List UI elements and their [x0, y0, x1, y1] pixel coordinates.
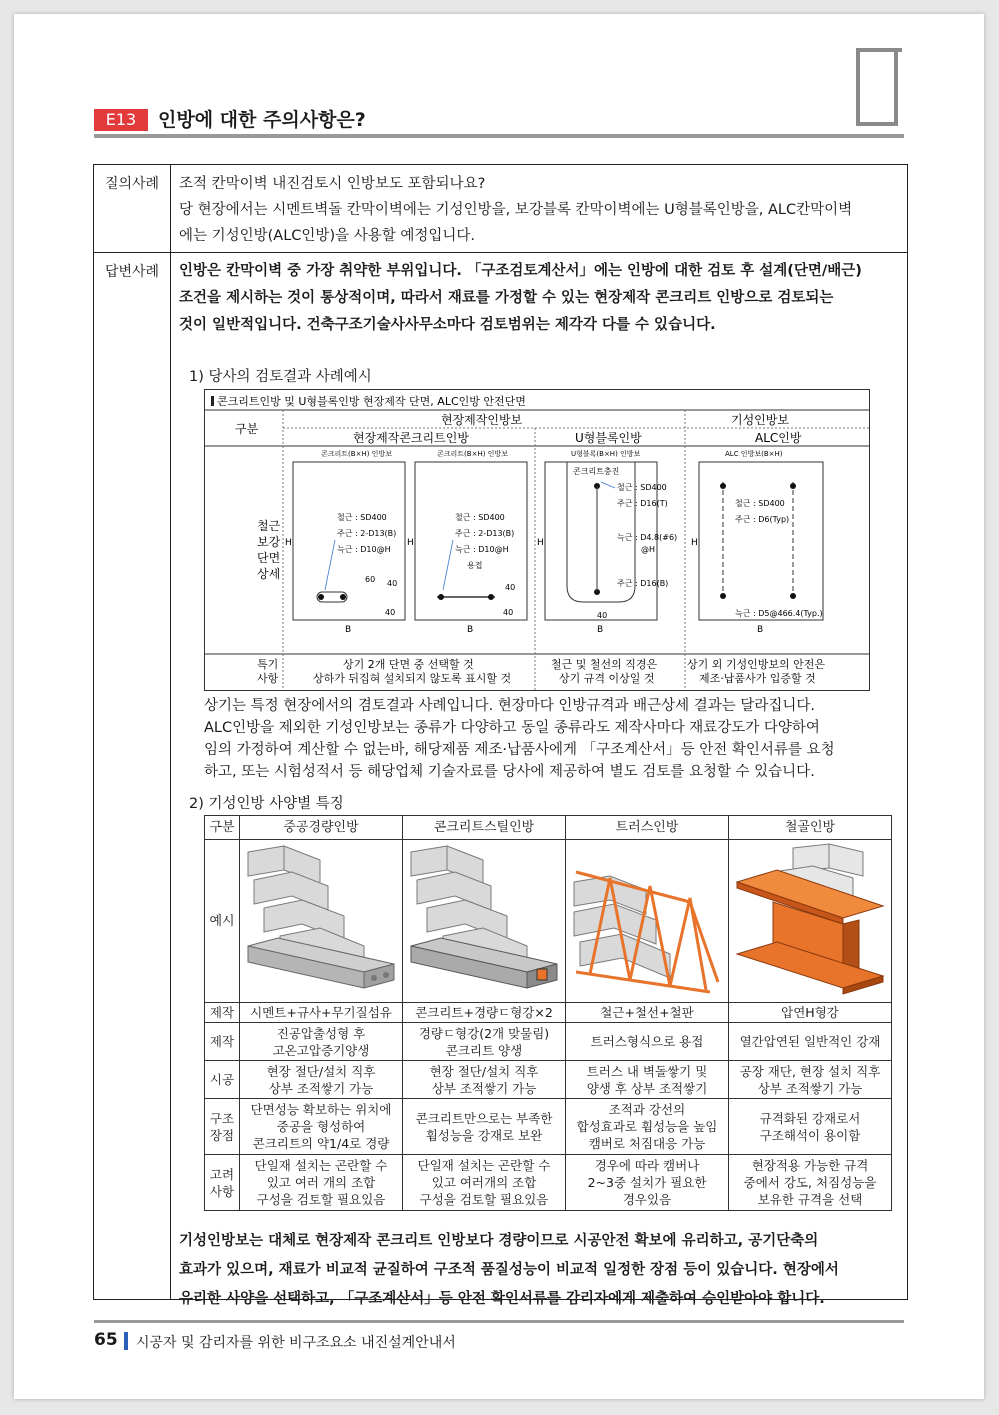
svg-text:철근 및 철선의 직경은: 철근 및 철선의 직경은 — [551, 658, 658, 671]
svg-text:ALC 인방보(B×H): ALC 인방보(B×H) — [725, 450, 783, 458]
svg-text:철근 : SD400: 철근 : SD400 — [455, 513, 505, 522]
svg-text:늑근 : D10@H: 늑근 : D10@H — [337, 545, 391, 554]
sub1-header: 현장제작콘크리트인방 — [353, 431, 469, 445]
svg-text:콘크리트(B×H) 인방보: 콘크리트(B×H) 인방보 — [321, 450, 392, 458]
svg-text:주근 : 2-D13(B): 주근 : 2-D13(B) — [455, 529, 515, 538]
answer-label: 답변사례 — [104, 264, 160, 280]
svg-text:H: H — [537, 538, 544, 548]
svg-text:U형블록(B×H) 인방보: U형블록(B×H) 인방보 — [571, 450, 641, 458]
svg-text:B: B — [345, 625, 352, 635]
section-title: 인방에 대한 주의사항은? — [158, 109, 366, 131]
detail-row-label-1: 철근 — [257, 519, 281, 533]
svg-text:40: 40 — [387, 579, 398, 588]
note-row-label-1: 특기 — [257, 658, 279, 671]
svg-text:40: 40 — [385, 608, 396, 617]
figure-caption: 콘크리트인방 및 U형블록인방 현장제작 단면, ALC인방 안전단면 — [217, 395, 526, 408]
page — [14, 14, 984, 1399]
concrete-steel-lintel-image — [403, 840, 566, 1003]
svg-text:40: 40 — [597, 611, 608, 620]
svg-text:B: B — [597, 625, 604, 635]
footer-title: 시공자 및 감리자를 위한 비구조요소 내진설계안내서 — [136, 1335, 456, 1351]
section-header — [94, 106, 904, 134]
rebar-detail-figure — [204, 389, 870, 691]
svg-text:제조·납품사가 입증할 것: 제조·납품사가 입증할 것 — [699, 672, 816, 685]
truss-lintel-image — [566, 840, 729, 1003]
svg-text:@H: @H — [641, 545, 656, 554]
svg-text:철근 : SD400: 철근 : SD400 — [617, 483, 667, 492]
figure-col-label: 구분 — [235, 422, 259, 436]
svg-text:40: 40 — [505, 583, 516, 592]
footer-rule — [94, 1320, 904, 1323]
page-number: 65 — [94, 1330, 118, 1350]
section2-title: 2) 기성인방 사양별 특징 — [189, 796, 344, 812]
svg-text:상기 규격 이상일 것: 상기 규격 이상일 것 — [559, 672, 655, 685]
steel-lintel-image — [729, 840, 892, 1003]
footer-bar-icon — [124, 1332, 128, 1350]
group1-header: 현장제작인방보 — [441, 413, 523, 427]
svg-text:60: 60 — [365, 575, 376, 584]
svg-text:상기 2개 단면 중 선택할 것: 상기 2개 단면 중 선택할 것 — [343, 658, 474, 671]
note-row-label-2: 사항 — [257, 672, 279, 685]
detail-row-label-4: 상세 — [257, 567, 281, 581]
detail-row-label-3: 단면 — [257, 551, 281, 565]
svg-text:주근 : D16(B): 주근 : D16(B) — [617, 579, 669, 588]
svg-text:철근 : SD400: 철근 : SD400 — [735, 499, 785, 508]
conclusion-text: 기성인방보는 대체로 현장제작 콘크리트 인방보다 경량이므로 시공안전 확보에 유리하고, 공기단축의 효과가 있으며, 재료가 비교적 균질하여 구조적 품질성능이 비교적 일정한 장점 등이 있습니다. 현장에서 유리한 사양을 선택하고, 「구조계산서」등 안전 확인서류를 감리자에게 제출하여 승인받아야 합니다. — [179, 1233, 839, 1307]
svg-text:H: H — [691, 538, 698, 548]
example-label: 예시 — [205, 840, 240, 1003]
answer-intro: 인방은 칸막이벽 중 가장 취약한 부위입니다. 「구조검토계산서」에는 인방에 대한 검토 후 설계(단면/배근) 조건을 제시하는 것이 통상적이며, 따라서 재료를 가정할 수 있는 현장제작 콘크리트 인방으로 검토되는 것이 일반적입니다. 건축구조기술사사무소마다 검토범위는 제각각 다를 수 있습니다. — [179, 263, 862, 333]
lintel-spec-table: 구분 중공경량인방 콘크리트스틸인방 트러스인방 철골인방 예시 제작 시멘트+규사+무기질섬유 콘크리트+경량ㄷ형강×2 철근+철선+철판 압연H형강 제작 진공압출성형 후 고온고압증기양생 경량ㄷ형강(2개 맞물림) 콘크리트 양생 트러스형식으로 용접 열간압연된 일반적인 강재 시공 현장 절단/설치 직후 상부 조적쌓기 가능 현장 절단/설치 직후 상부 조적쌓기 가능 트러스 내 벽돌쌓기 및 양생 후 상부 조적쌓기 공장 재단, 현장 설치 직후 상부 조적쌓기 가능 구조 장점 단면성능 확보하는 위치에 중공을 형성하여 콘크리트의 약1/4로 경량 콘크리트만으로는 부족한 휨성능을 강재로 보완 조적과 강선의 합성효과로 휨성능을 높임 캠버로 처짐대응 가능 규격화된 강재로서 구조해석이 용이함 고려 사항 단일재 설치는 곤란할 수 있고 여러 개의 조합 구성을 검토할 필요있음 단일재 설치는 곤란할 수 있고 여러개의 조합 구성을 검토할 필요있음 경우에 따라 캠버나 2~3중 설치가 필요한 경우있음 현장적용 가능한 규격 중에서 강도, 처짐성능을 보유한 규격을 선택 — [204, 815, 892, 1211]
svg-text:주근 : D16(T): 주근 : D16(T) — [617, 499, 668, 508]
detail-row-label-2: 보강 — [257, 535, 281, 549]
svg-text:B: B — [467, 625, 474, 635]
title-rule — [94, 134, 904, 138]
hollow-lintel-image — [240, 840, 403, 1003]
rebar-detail-drawing — [205, 390, 869, 690]
svg-text:H: H — [407, 538, 414, 548]
svg-text:용접: 용접 — [467, 561, 483, 570]
section-code-badge: E13 — [94, 109, 148, 131]
svg-text:철근 : SD400: 철근 : SD400 — [337, 513, 387, 522]
svg-text:늑근 : D10@H: 늑근 : D10@H — [455, 545, 509, 554]
svg-text:H: H — [285, 538, 292, 548]
svg-text:콘크리트충진: 콘크리트충진 — [573, 467, 620, 476]
figure-explanation: 상기는 특정 현장에서의 겸토결과 사례입니다. 현장마다 인방규격과 배근상세 결과는 달라집니다. ALC인방을 제외한 기성인방보는 종류가 다양하고 동일 종류라도 제작사마다 재료강도가 다양하여 임의 가정하여 계산할 수 없는바, 해당제품 제조·납품사에게 「구조계산서」등 안전 확인서류를 요청 하고, 또는 시험성적서 등 해당업체 기술자료를 당사에 제공하여 별도 검토를 요청할 수 있습니다. — [204, 698, 835, 780]
svg-text:늑근 : D5@466.4(Typ.): 늑근 : D5@466.4(Typ.) — [735, 609, 823, 618]
svg-text:주근 : 2-D13(B): 주근 : 2-D13(B) — [337, 529, 397, 538]
svg-text:주근 : D6(Typ): 주근 : D6(Typ) — [735, 515, 790, 524]
svg-text:상하가 뒤집혀 설치되지 않도록 표시할 것: 상하가 뒤집혀 설치되지 않도록 표시할 것 — [313, 672, 512, 685]
section1-title: 1) 당사의 검토결과 사례예시 — [189, 369, 372, 385]
sub2-header: U형블록인방 — [575, 431, 642, 445]
svg-text:콘크리트(B×H) 인방보: 콘크리트(B×H) 인방보 — [437, 450, 508, 458]
question-text: 조적 칸막이벽 내진검토시 인방보도 포함되나요? 당 현장에서는 시멘트벽돌 칸막이벽에는 기성인방을, 보강블록 칸막이벽에는 U형블록인방을, ALC칸막이벽 에는 기성인방(ALC인방)을 사용할 예정입니다. — [179, 176, 853, 244]
svg-text:상기 외 기성인방보의 안전은: 상기 외 기성인방보의 안전은 — [687, 658, 826, 671]
svg-text:40: 40 — [503, 608, 514, 617]
question-label: 질의사례 — [104, 176, 160, 192]
svg-text:늑근 : D4.8(#6): 늑근 : D4.8(#6) — [617, 533, 678, 542]
group2-header: 기성인방보 — [731, 413, 789, 427]
qa-table — [93, 164, 908, 1307]
sub3-header: ALC인방 — [755, 431, 802, 445]
svg-text:B: B — [757, 625, 764, 635]
